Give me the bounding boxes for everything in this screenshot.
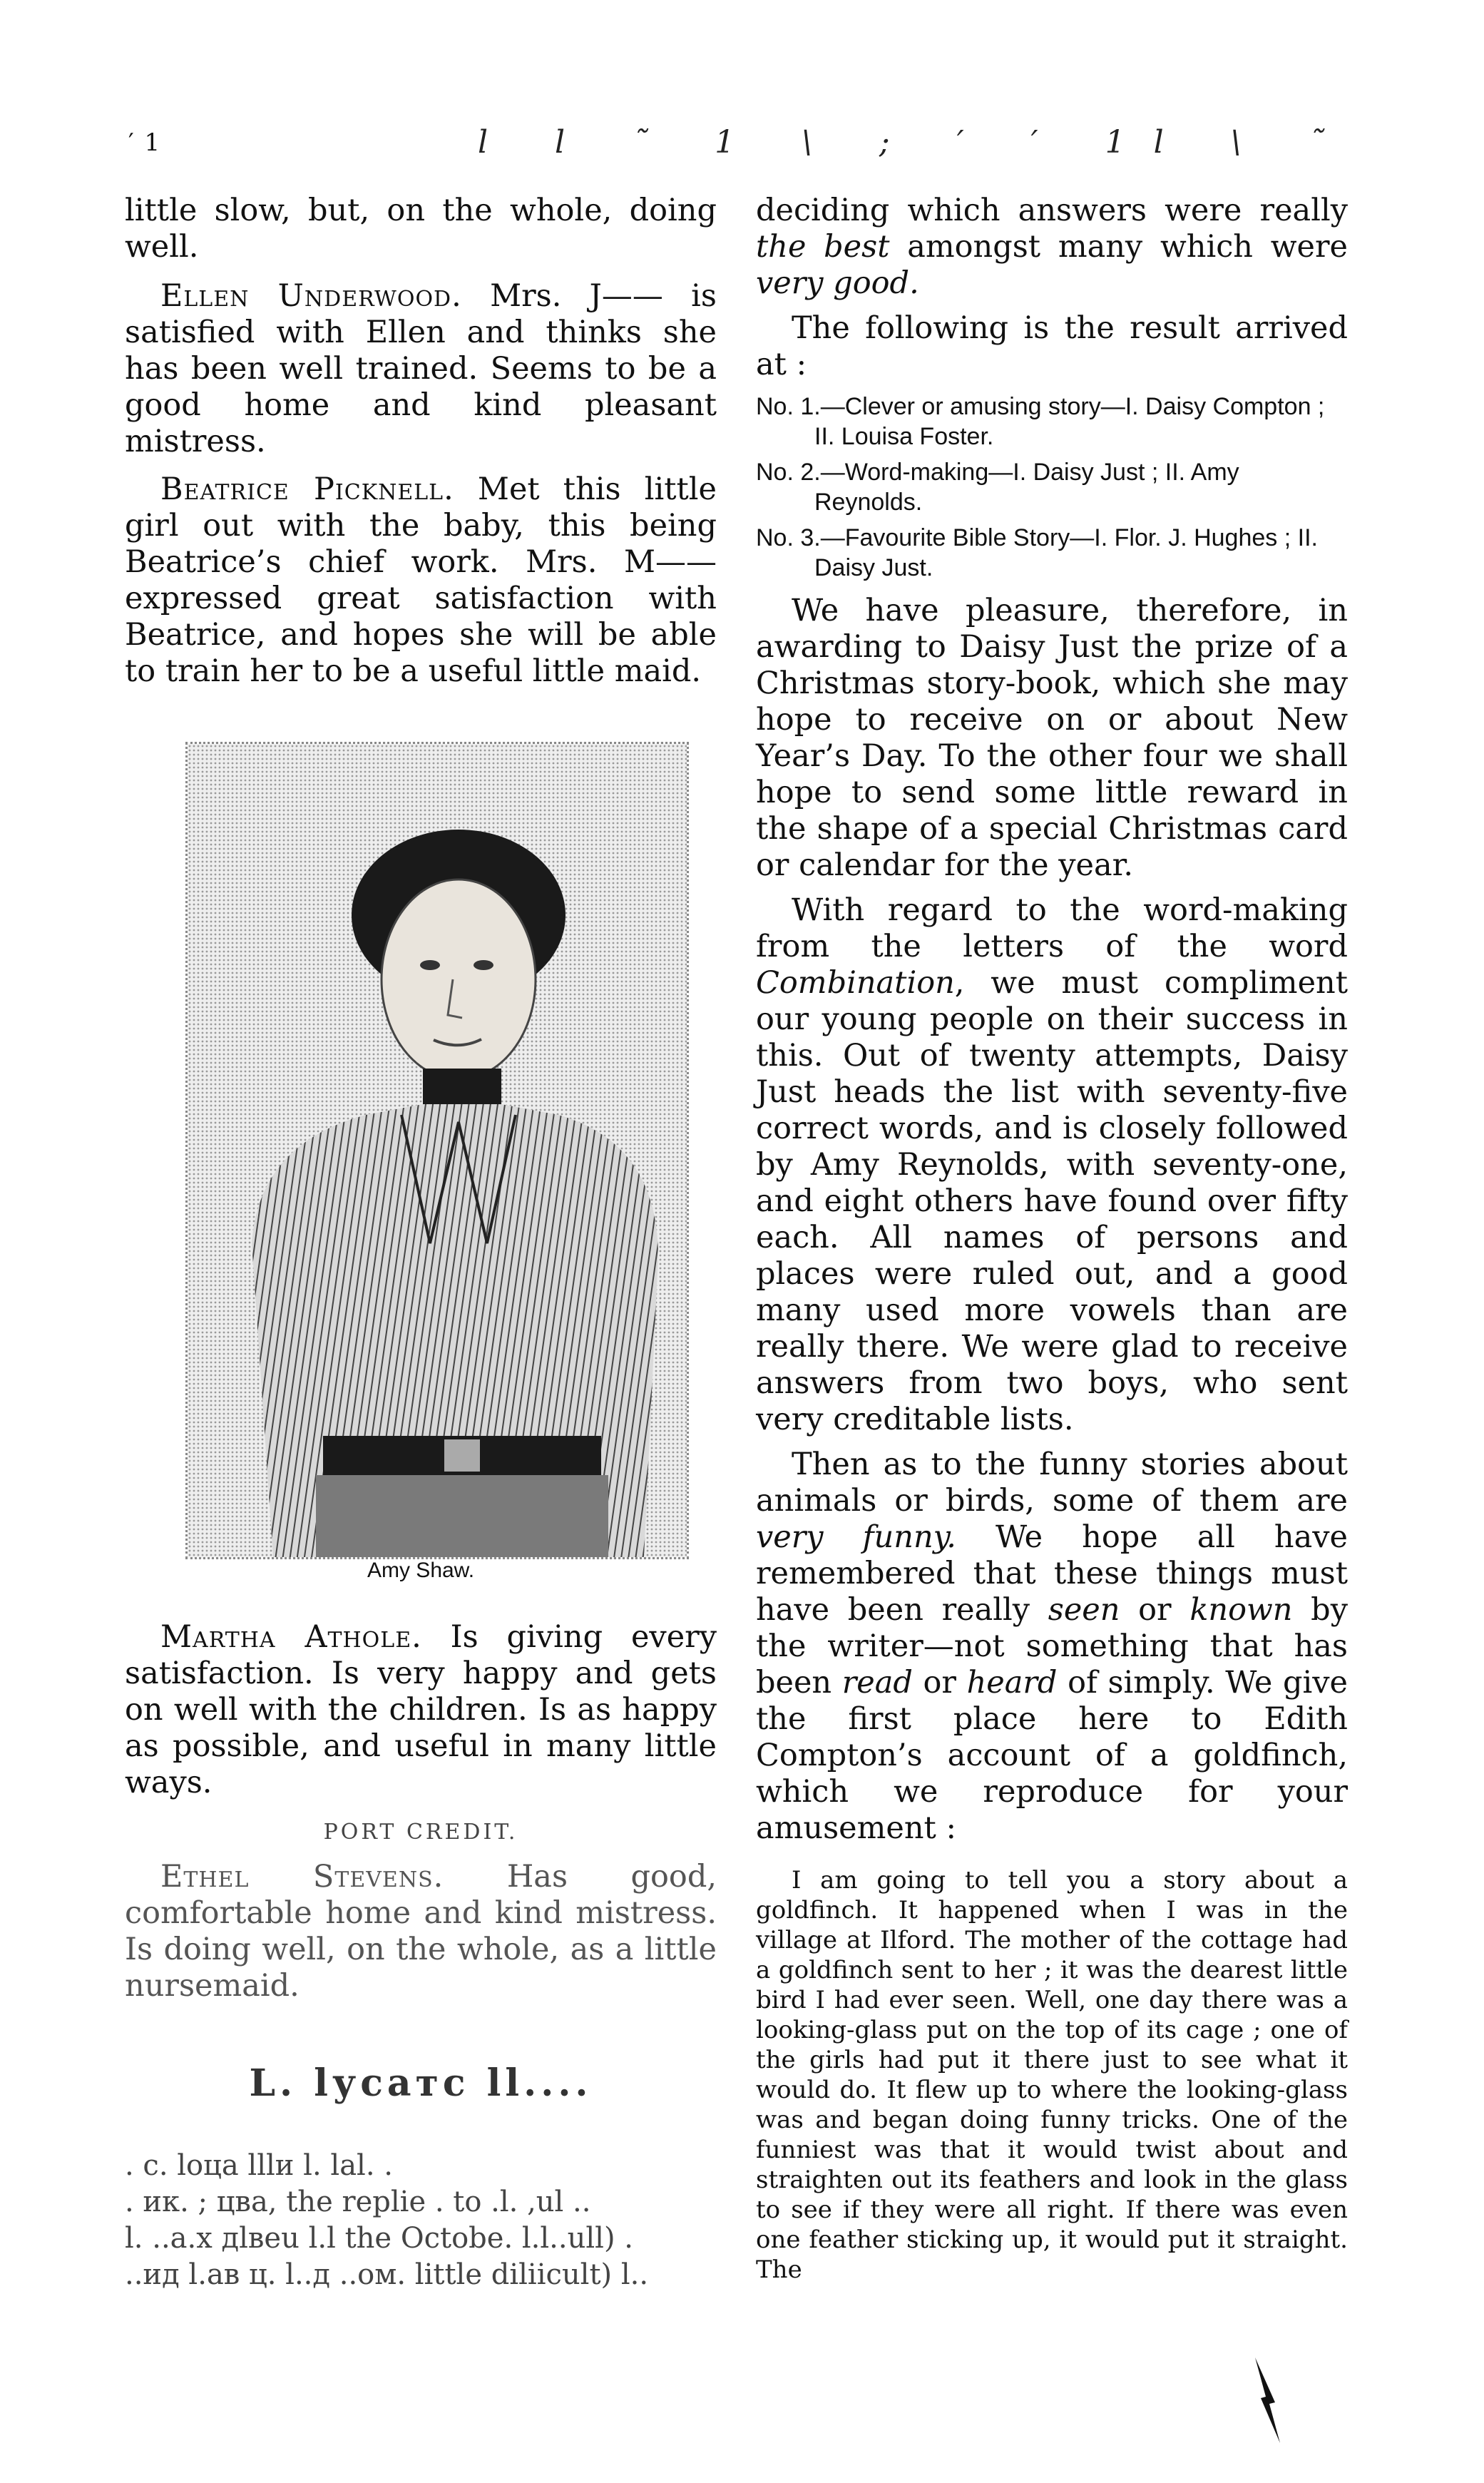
- result-item: No. 3.—Favourite Bible Story—I. Flor. J. Hughes ; II. Daisy Just.: [756, 524, 1318, 581]
- emphasis: read: [841, 1665, 913, 1701]
- emphasis: very good.: [756, 265, 919, 301]
- goldfinch-letter: I am going to tell you a story about a goldfinch. It happened when I was in the village at Ilford. The mother of the cottage had a goldfinch sent to her ; it was the dearest little bird I had ever seen. Well, one day there was a looking-glass put on the top of its cage ; one of the girls had put it there just to see what it would do. It flew up to where the looking-glass was and began doing funny tricks. One of the funniest was that it would twist about and straighten out its feathers and look in the glass to see if they were all right. If there was even one feather sticking up, it would put it straight. The: [756, 1866, 1348, 2284]
- entry-name: Ethel Stevens.: [160, 1859, 444, 1895]
- result-item: No. 2.—Word-making—I. Daisy Just ; II. Amy Reynolds.: [756, 459, 1239, 516]
- entry-text: Met this little girl out with the baby, this being Beatrice’s chief work. Mrs. M—— expressed great satisfaction with Beatrice, and hopes she will be able to train her to be a useful little maid.: [125, 471, 717, 689]
- faded-line: . с. lоца lllи l. lal. .: [125, 2149, 393, 2182]
- funny-stories-paragraph: [756, 1447, 1348, 1847]
- entry-name: Ellen Underwood.: [160, 278, 462, 314]
- text-run: Then as to the funny stories about animals or birds, some of them are: [756, 1447, 1348, 1519]
- photo-caption: Amy Shaw.: [367, 1559, 475, 1582]
- page-folio: ′ 1: [128, 128, 162, 157]
- entry-text: Mrs. J—— is satisfied with Ellen and thinks she has been well trained. Seems to be a good home and kind pleasant mistress.: [125, 278, 717, 459]
- text-run: by the writer—not something that has been: [756, 1592, 1348, 1701]
- faded-line: . ик. ; цва, the replie . to .l. ,ul ..: [125, 2186, 591, 2218]
- left-column-bottom: [125, 1619, 717, 2293]
- text-run: or: [912, 1665, 967, 1701]
- prize-paragraph: We have pleasure, therefore, in awarding to Daisy Just the prize of a Christmas story-book, which she may hope to receive on or about New Year’s Day. To the other four we shall hope to send some little reward in the shape of a special Christmas card or calendar for the year.: [756, 593, 1348, 883]
- faded-line: l. ..а.х дlвеu l.l the Octobe. l.l..ull) .: [125, 2222, 633, 2255]
- emphasis: very funny.: [756, 1519, 956, 1555]
- page-header: [107, 114, 1355, 164]
- right-column: [756, 193, 1348, 2285]
- continuation-paragraph: little slow, but, on the whole, doing well.: [125, 193, 717, 265]
- result-item: No. 1.—Clever or amusing story—I. Daisy Compton ; II. Louisa Foster.: [756, 393, 1325, 450]
- entry-ethel-stevens: [125, 1859, 717, 2004]
- section-port-credit: PORT CREDIT.: [323, 1820, 518, 1845]
- continuation-paragraph: [756, 193, 1348, 302]
- entry-name: Martha Athole.: [160, 1619, 422, 1655]
- entry-martha-athole: [125, 1619, 717, 1801]
- result-intro: The following is the result arrived at :: [756, 310, 1348, 382]
- portrait-photo: [185, 742, 689, 1559]
- emphasis: heard: [966, 1665, 1058, 1701]
- results-list: [756, 392, 1348, 583]
- emphasis: Combination: [756, 965, 955, 1001]
- entry-text: Has good, comfortable home and kind mistress. Is doing well, on the whole, as a little nursemaid.: [125, 1859, 717, 2004]
- portrait-illustration: [188, 744, 687, 1557]
- text-run: or: [1120, 1592, 1190, 1628]
- text-run: , we must compliment our young people on their success in this. Out of twenty attempts, Daisy Just heads the list with seventy-five correct words, and is closely followed by Amy Reynolds, with seventy-one, and eight others have found over fifty each. All names of persons and places were ruled out, and a good many used more vowels than are really there. We were glad to receive answers from two boys, who sent very creditable lists.: [756, 965, 1348, 1437]
- faded-heading: L. lусатс ll....: [249, 2061, 593, 2105]
- faded-line: ..ид l.ав ц. l..д ..ом. little diliicult) l..: [125, 2258, 649, 2291]
- text-run: deciding which answers were really: [756, 193, 1348, 228]
- entry-ellen-underwood: [125, 278, 717, 460]
- left-column-top: [125, 193, 717, 690]
- entry-name: Beatrice Picknell.: [160, 471, 454, 507]
- text-run: We hope all have remembered that these things must have been really: [756, 1519, 1348, 1628]
- emphasis: seen: [1048, 1592, 1120, 1628]
- text-run: amongst many which were: [889, 229, 1348, 265]
- emphasis: known: [1189, 1592, 1293, 1628]
- word-making-paragraph: [756, 892, 1348, 1438]
- ink-mark: [1248, 2354, 1291, 2447]
- running-title: l l ˜ 1 \ ; ′ ′ 1l \ ˜: [478, 124, 1353, 160]
- entry-beatrice-picknell: [125, 471, 717, 690]
- text-run: of simply. We give the first place here to Edith Compton’s account of a goldfinch, which we reproduce for your amusement :: [756, 1665, 1348, 1846]
- emphasis: the best: [756, 229, 890, 265]
- text-run: With regard to the word-making from the letters of the word: [756, 892, 1348, 964]
- entry-text: Is giving every satisfaction. Is very happy and gets on well with the children. Is as happy as possible, and useful in many little ways.: [125, 1619, 717, 1800]
